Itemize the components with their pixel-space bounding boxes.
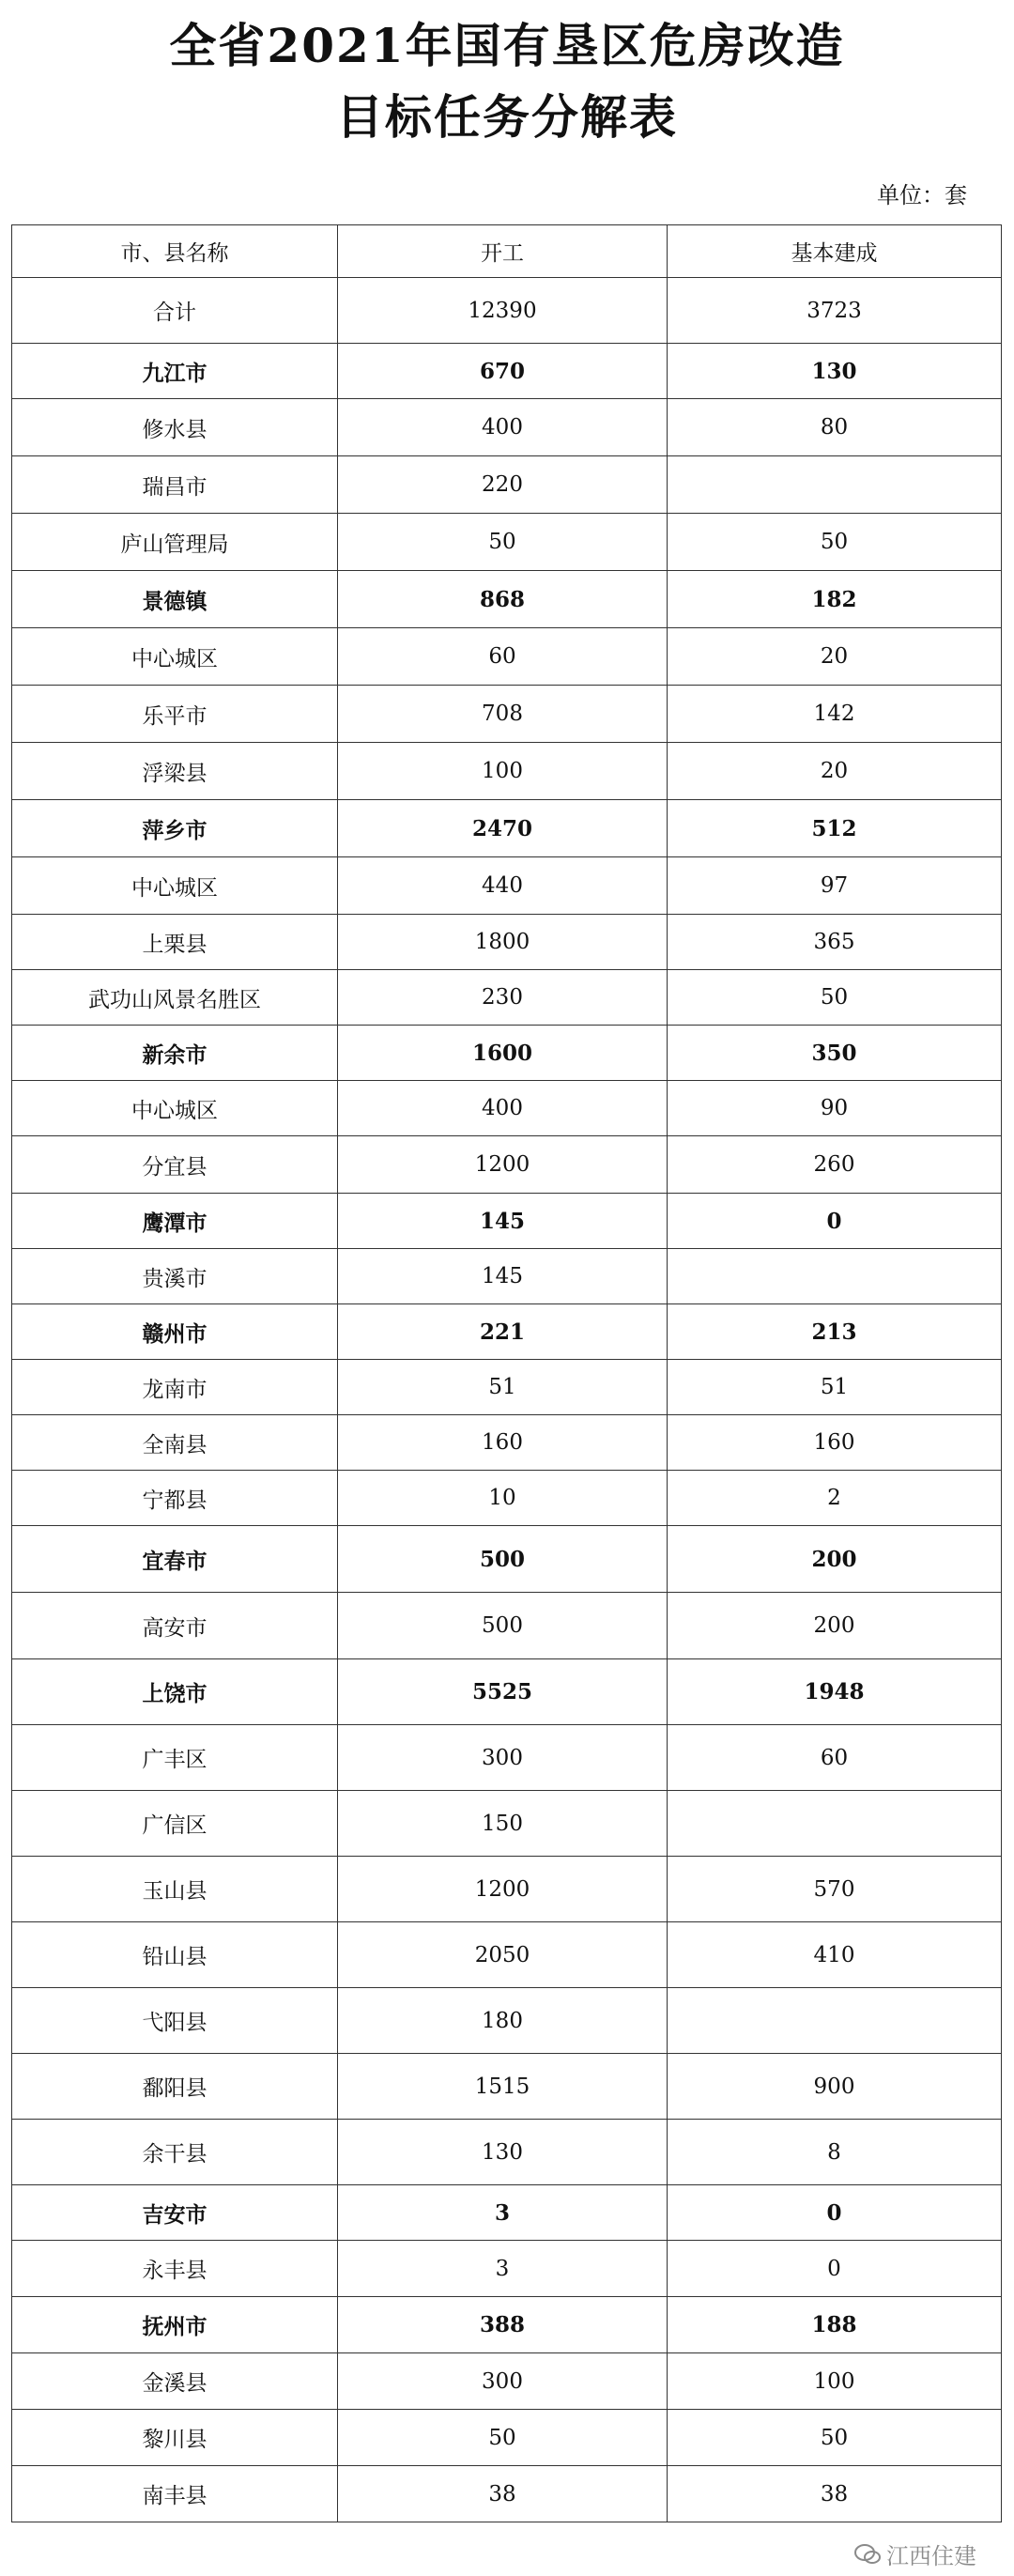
cell-start: 1200 <box>338 1136 668 1194</box>
cell-start: 100 <box>338 743 668 800</box>
table-row <box>12 2410 1002 2466</box>
cell-completed: 3723 <box>668 278 1002 344</box>
cell-start: 220 <box>338 456 668 514</box>
table-row <box>12 1526 1002 1593</box>
cell-start: 300 <box>338 2353 668 2410</box>
cell-start: 230 <box>338 970 668 1026</box>
cell-start: 1200 <box>338 1857 668 1922</box>
cell-completed: 50 <box>668 2410 1002 2466</box>
cell-start: 2050 <box>338 1922 668 1988</box>
cell-name: 合计 <box>12 278 338 344</box>
table-row <box>12 2297 1002 2353</box>
header-city-county: 市、县名称 <box>12 225 338 278</box>
cell-completed: 100 <box>668 2353 1002 2410</box>
cell-name: 鹰潭市 <box>12 1194 338 1249</box>
cell-name: 武功山风景名胜区 <box>12 970 338 1026</box>
table-row <box>12 2185 1002 2241</box>
cell-completed: 1948 <box>668 1659 1002 1725</box>
cell-completed: 410 <box>668 1922 1002 1988</box>
cell-start: 400 <box>338 399 668 456</box>
cell-name: 修水县 <box>12 399 338 456</box>
table-row <box>12 399 1002 456</box>
cell-name: 分宜县 <box>12 1136 338 1194</box>
cell-start: 150 <box>338 1791 668 1857</box>
cell-name: 新余市 <box>12 1026 338 1081</box>
table-row <box>12 2241 1002 2297</box>
cell-start: 60 <box>338 628 668 686</box>
table-row <box>12 1725 1002 1791</box>
table-row <box>12 1857 1002 1922</box>
cell-completed <box>668 1249 1002 1304</box>
cell-start: 5525 <box>338 1659 668 1725</box>
cell-completed: 51 <box>668 1360 1002 1415</box>
cell-name: 景德镇 <box>12 571 338 628</box>
cell-completed: 260 <box>668 1136 1002 1194</box>
table-row <box>12 970 1002 1026</box>
cell-name: 上栗县 <box>12 915 338 970</box>
cell-completed: 60 <box>668 1725 1002 1791</box>
table-row <box>12 1026 1002 1081</box>
cell-completed: 365 <box>668 915 1002 970</box>
table-row <box>12 2466 1002 2522</box>
cell-name: 庐山管理局 <box>12 514 338 571</box>
table-row <box>12 1471 1002 1526</box>
table-row <box>12 1081 1002 1136</box>
table-row <box>12 686 1002 743</box>
cell-name: 弋阳县 <box>12 1988 338 2054</box>
cell-completed <box>668 456 1002 514</box>
table-row <box>12 2353 1002 2410</box>
cell-completed: 50 <box>668 514 1002 571</box>
cell-start: 300 <box>338 1725 668 1791</box>
table-row <box>12 1415 1002 1471</box>
table-row <box>12 1360 1002 1415</box>
cell-name: 萍乡市 <box>12 800 338 857</box>
cell-start: 160 <box>338 1415 668 1471</box>
table-row <box>12 2120 1002 2185</box>
cell-name: 宁都县 <box>12 1471 338 1526</box>
cell-name: 广丰区 <box>12 1725 338 1791</box>
cell-start: 145 <box>338 1249 668 1304</box>
table-row <box>12 628 1002 686</box>
cell-start: 868 <box>338 571 668 628</box>
wechat-icon <box>854 2544 881 2565</box>
cell-name: 贵溪市 <box>12 1249 338 1304</box>
table-row <box>12 344 1002 399</box>
cell-completed: 900 <box>668 2054 1002 2120</box>
cell-start: 1800 <box>338 915 668 970</box>
watermark <box>854 2537 976 2570</box>
cell-name: 广信区 <box>12 1791 338 1857</box>
table-row <box>12 1136 1002 1194</box>
cell-completed: 512 <box>668 800 1002 857</box>
table-row <box>12 1791 1002 1857</box>
cell-name: 吉安市 <box>12 2185 338 2241</box>
cell-completed: 200 <box>668 1593 1002 1659</box>
table-row <box>12 857 1002 915</box>
table-row <box>12 571 1002 628</box>
cell-name: 九江市 <box>12 344 338 399</box>
cell-completed: 0 <box>668 2185 1002 2241</box>
cell-completed: 142 <box>668 686 1002 743</box>
cell-start: 51 <box>338 1360 668 1415</box>
cell-completed: 50 <box>668 970 1002 1026</box>
cell-completed: 97 <box>668 857 1002 915</box>
table-header-row <box>12 225 1002 278</box>
cell-completed: 570 <box>668 1857 1002 1922</box>
cell-completed <box>668 1988 1002 2054</box>
cell-completed: 80 <box>668 399 1002 456</box>
table-row <box>12 2054 1002 2120</box>
cell-name: 金溪县 <box>12 2353 338 2410</box>
table-row <box>12 1659 1002 1725</box>
cell-start: 221 <box>338 1304 668 1360</box>
cell-name: 宜春市 <box>12 1526 338 1593</box>
table-row <box>12 1304 1002 1360</box>
table-row <box>12 278 1002 344</box>
table-row <box>12 514 1002 571</box>
cell-name: 赣州市 <box>12 1304 338 1360</box>
cell-completed: 130 <box>668 344 1002 399</box>
cell-name: 中心城区 <box>12 1081 338 1136</box>
cell-start: 50 <box>338 2410 668 2466</box>
cell-completed: 213 <box>668 1304 1002 1360</box>
table-row <box>12 1988 1002 2054</box>
cell-start: 12390 <box>338 278 668 344</box>
cell-name: 中心城区 <box>12 628 338 686</box>
cell-start: 50 <box>338 514 668 571</box>
cell-start: 145 <box>338 1194 668 1249</box>
task-table <box>11 224 1002 2522</box>
table-row <box>12 743 1002 800</box>
cell-name: 龙南市 <box>12 1360 338 1415</box>
cell-start: 180 <box>338 1988 668 2054</box>
table-row <box>12 1249 1002 1304</box>
cell-start: 10 <box>338 1471 668 1526</box>
table-row <box>12 456 1002 514</box>
cell-name: 铅山县 <box>12 1922 338 1988</box>
cell-name: 鄱阳县 <box>12 2054 338 2120</box>
cell-start: 1515 <box>338 2054 668 2120</box>
cell-completed: 90 <box>668 1081 1002 1136</box>
cell-completed: 2 <box>668 1471 1002 1526</box>
cell-start: 400 <box>338 1081 668 1136</box>
cell-completed: 0 <box>668 2241 1002 2297</box>
cell-name: 上饶市 <box>12 1659 338 1725</box>
cell-name: 浮梁县 <box>12 743 338 800</box>
cell-start: 2470 <box>338 800 668 857</box>
cell-completed: 160 <box>668 1415 1002 1471</box>
cell-completed: 20 <box>668 628 1002 686</box>
cell-start: 670 <box>338 344 668 399</box>
cell-completed: 182 <box>668 571 1002 628</box>
cell-name: 玉山县 <box>12 1857 338 1922</box>
table-row <box>12 1593 1002 1659</box>
cell-name: 南丰县 <box>12 2466 338 2522</box>
cell-start: 388 <box>338 2297 668 2353</box>
cell-start: 440 <box>338 857 668 915</box>
cell-completed: 38 <box>668 2466 1002 2522</box>
cell-start: 3 <box>338 2241 668 2297</box>
cell-completed <box>668 1791 1002 1857</box>
cell-name: 中心城区 <box>12 857 338 915</box>
cell-name: 黎川县 <box>12 2410 338 2466</box>
cell-name: 全南县 <box>12 1415 338 1471</box>
cell-name: 瑞昌市 <box>12 456 338 514</box>
cell-name: 抚州市 <box>12 2297 338 2353</box>
cell-completed: 8 <box>668 2120 1002 2185</box>
watermark-text: 江西住建 <box>886 2543 976 2569</box>
cell-completed: 200 <box>668 1526 1002 1593</box>
header-completed: 基本建成 <box>668 225 1002 278</box>
header-start: 开工 <box>338 225 668 278</box>
page-subtitle: 目标任务分解表 <box>336 89 678 145</box>
table-row <box>12 1922 1002 1988</box>
cell-name: 余干县 <box>12 2120 338 2185</box>
cell-completed: 188 <box>668 2297 1002 2353</box>
cell-completed: 350 <box>668 1026 1002 1081</box>
cell-name: 乐平市 <box>12 686 338 743</box>
cell-name: 高安市 <box>12 1593 338 1659</box>
cell-completed: 20 <box>668 743 1002 800</box>
cell-start: 1600 <box>338 1026 668 1081</box>
table-row <box>12 915 1002 970</box>
cell-start: 708 <box>338 686 668 743</box>
cell-completed: 0 <box>668 1194 1002 1249</box>
cell-start: 500 <box>338 1526 668 1593</box>
cell-start: 3 <box>338 2185 668 2241</box>
unit-label: 单位：套 <box>877 182 967 208</box>
table-row <box>12 800 1002 857</box>
cell-name: 永丰县 <box>12 2241 338 2297</box>
page-title: 全省2021年国有垦区危房改造 <box>169 18 845 73</box>
cell-start: 500 <box>338 1593 668 1659</box>
table-row <box>12 1194 1002 1249</box>
cell-start: 38 <box>338 2466 668 2522</box>
cell-start: 130 <box>338 2120 668 2185</box>
